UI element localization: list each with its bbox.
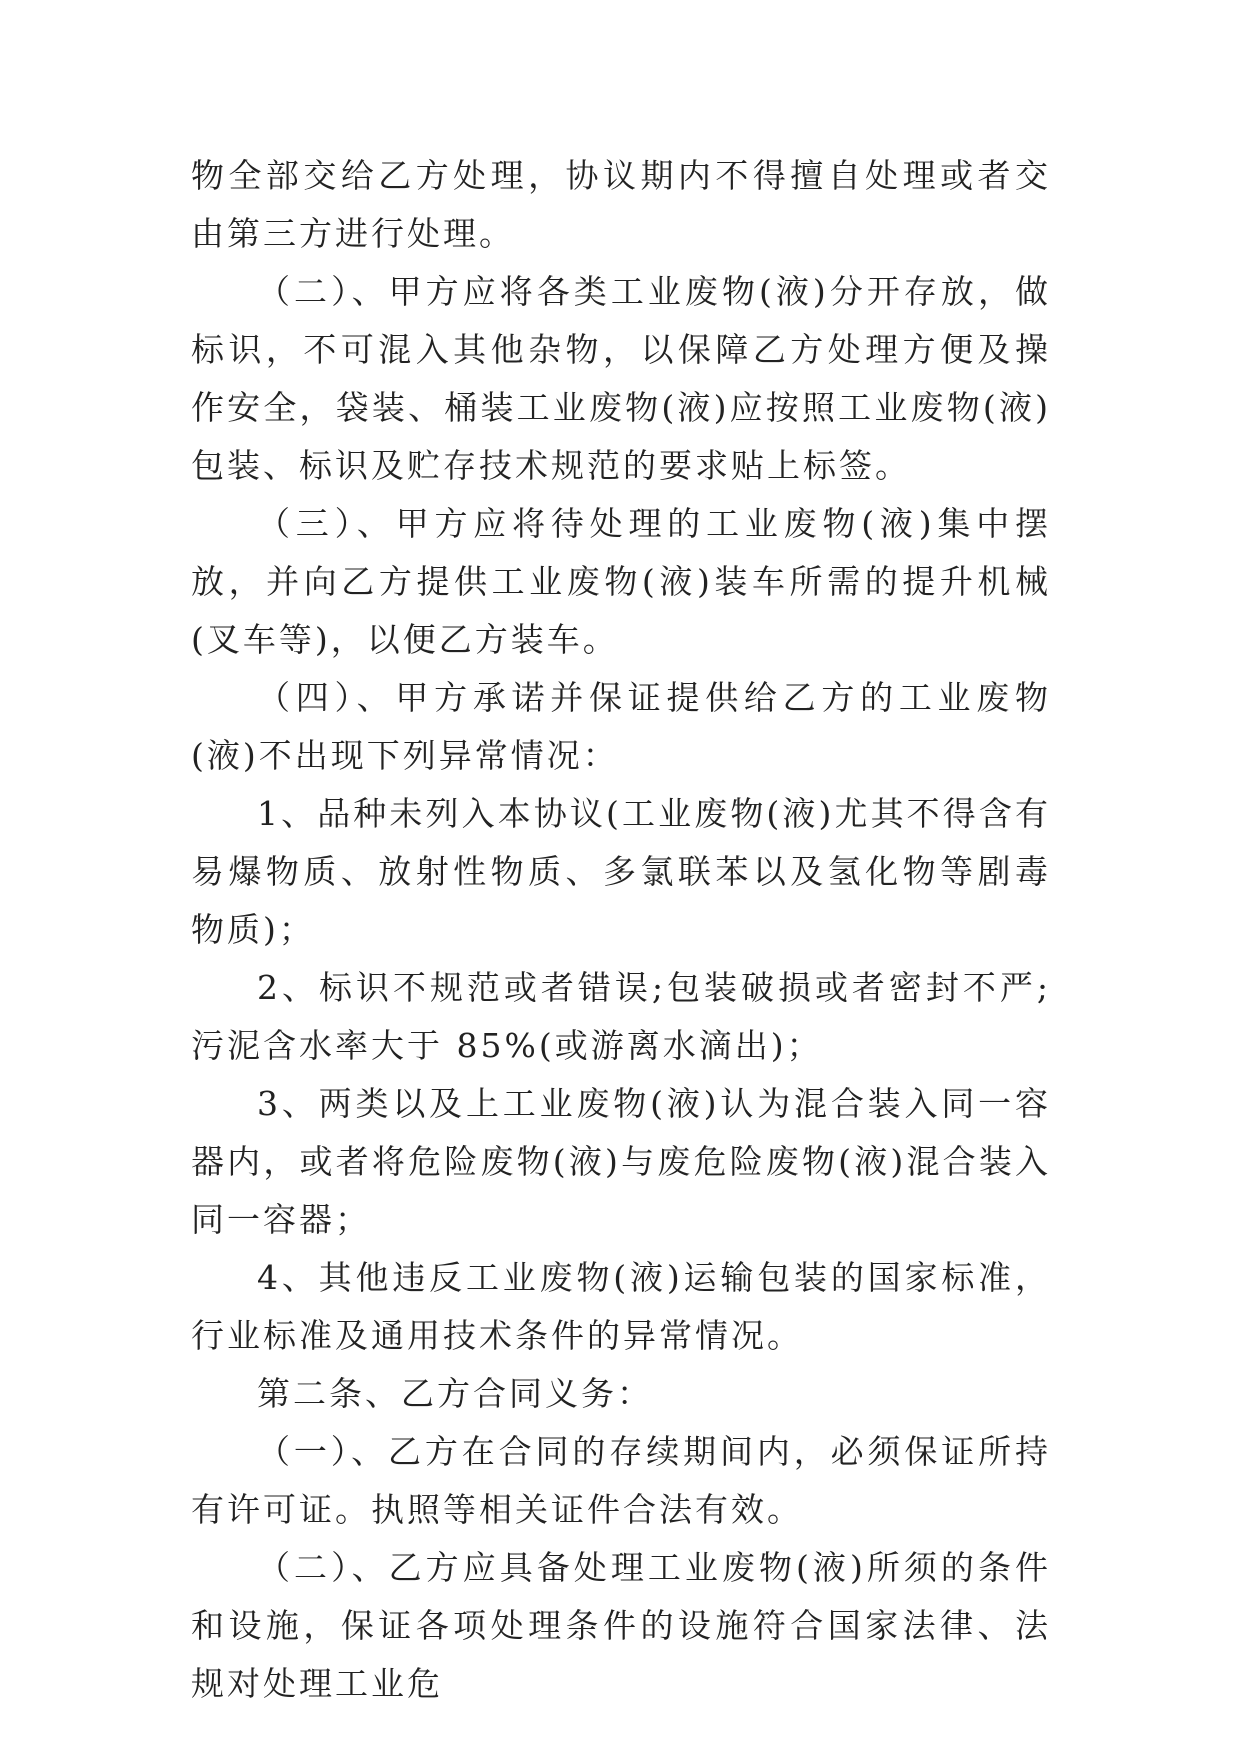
- paragraph-continuation: 物全部交给乙方处理，协议期内不得擅自处理或者交由第三方进行处理。: [191, 156, 1051, 253]
- paragraph-party-b-clause-1: （一）、乙方在合同的存续期间内，必须保证所持有许可证。执照等相关证件合法有效。: [191, 1432, 1051, 1529]
- paragraph-party-a-clause-3: （三）、甲方应将待处理的工业废物(液)集中摆放，并向乙方提供工业废物(液)装车所需的提升机械(叉车等)，以便乙方装车。: [191, 504, 1051, 659]
- list-item-2: 2、标识不规范或者错误;包装破损或者密封不严;污泥含水率大于 85%(或游离水滴出)；: [191, 968, 1051, 1065]
- list-item-3: 3、两类以及上工业废物(液)认为混合装入同一容器内，或者将危险废物(液)与废危险废物(液)混合装入同一容器；: [191, 1084, 1051, 1239]
- paragraph-party-a-clause-4: （四）、甲方承诺并保证提供给乙方的工业废物(液)不出现下列异常情况：: [191, 678, 1051, 775]
- paragraph-party-a-clause-2: （二）、甲方应将各类工业废物(液)分开存放，做标识，不可混入其他杂物，以保障乙方处理方便及操作安全，袋装、桶装工业废物(液)应按照工业废物(液)包装、标识及贮存技术规范的要求贴上标签。: [191, 272, 1051, 485]
- list-item-1: 1、品种未列入本协议(工业废物(液)尤其不得含有易爆物质、放射性物质、多氯联苯以及氢化物等剧毒物质)；: [191, 794, 1051, 949]
- paragraph-party-b-clause-2: （二）、乙方应具备处理工业废物(液)所须的条件和设施，保证各项处理条件的设施符合国家法律、法规对处理工业危: [191, 1548, 1051, 1703]
- section-heading-article-2: 第二条、乙方合同义务：: [257, 1374, 653, 1413]
- list-item-4: 4、其他违反工业废物(液)运输包装的国家标准，行业标准及通用技术条件的异常情况。: [191, 1258, 1051, 1355]
- document-page: [191, 147, 1051, 1713]
